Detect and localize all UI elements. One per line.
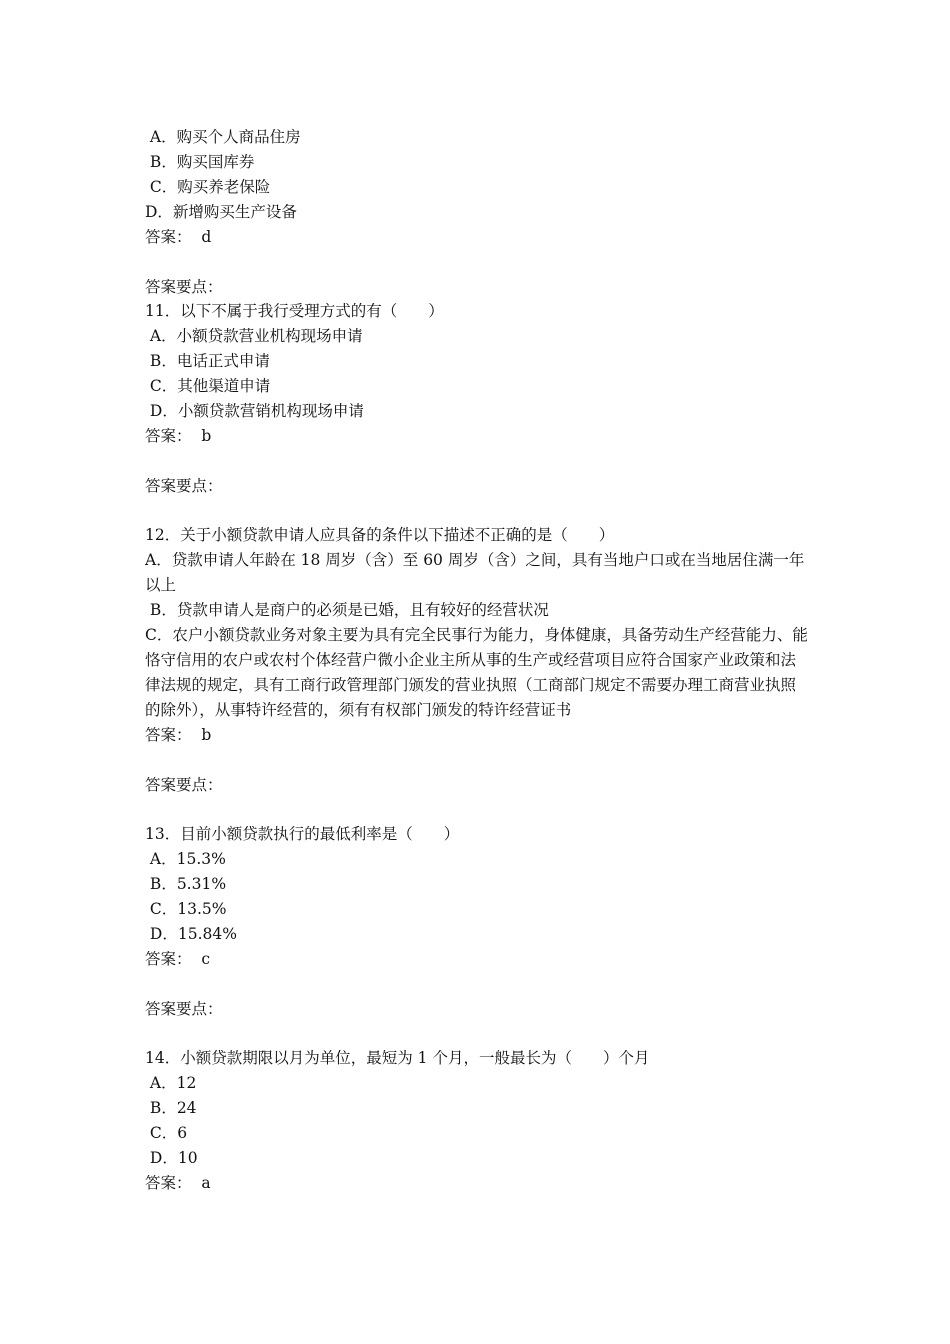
option-a: A．购买个人商品住房 [145,128,301,146]
option-a: A．15.3% [145,850,226,868]
option-a: A．小额贷款营业机构现场申请 [145,327,363,345]
answer: 答案： b [145,427,212,445]
option-b: B．5.31% [145,875,227,893]
answer-key-points: 答案要点： [145,1000,223,1018]
answer-key-points: 答案要点： [145,278,223,296]
option-b: B．贷款申请人是商户的必须是已婚，且有较好的经营状况 [145,601,549,619]
option-d: D．15.84% [145,925,237,943]
option-c: C．购买养老保险 [145,178,271,196]
option-c: C．农户小额贷款业务对象主要为具有完全民事行为能力，身体健康，具备劳动生产经营能力、能恪守信用的农户或农村个体经营户微小企业主所从事的生产或经营项目应符合国家产业政策和法律法规的规定，具有工商行政管理部门颁发的营业执照（工商部门规定不需要办理工商营业执照的除外），从事特许经营的，须有有权部门颁发的特许经营证书 [145,626,808,719]
question-11: 11．以下不属于我行受理方式的有（ ） [145,302,444,320]
option-c: C．6 [145,1124,188,1142]
option-b: B．购买国库券 [145,153,255,171]
answer-key-points: 答案要点： [145,776,223,794]
answer: 答案： c [145,950,211,968]
option-c: C．13.5% [145,900,227,918]
option-c: C．其他渠道申请 [145,377,271,395]
option-d: D．10 [145,1149,198,1167]
question-12: 12．关于小额贷款申请人应具备的条件以下描述不正确的是（ ） [145,526,615,544]
answer: 答案： b [145,726,212,744]
option-b: B．电话正式申请 [145,352,270,370]
option-d: D．新增购买生产设备 [145,203,297,221]
option-a: A．贷款申请人年龄在 18 周岁（含）至 60 周岁（含）之间，具有当地户口或在当地居住满一年以上 [145,551,805,594]
question-14: 14．小额贷款期限以月为单位，最短为 1 个月，一般最长为（ ）个月 [145,1049,650,1067]
answer: 答案： d [145,228,212,246]
option-a: A．12 [145,1074,197,1092]
answer-key-points: 答案要点： [145,477,223,495]
answer: 答案： a [145,1174,211,1192]
question-13: 13．目前小额贷款执行的最低利率是（ ） [145,825,460,843]
option-b: B．24 [145,1099,197,1117]
option-d: D．小额贷款营销机构现场申请 [145,402,364,420]
